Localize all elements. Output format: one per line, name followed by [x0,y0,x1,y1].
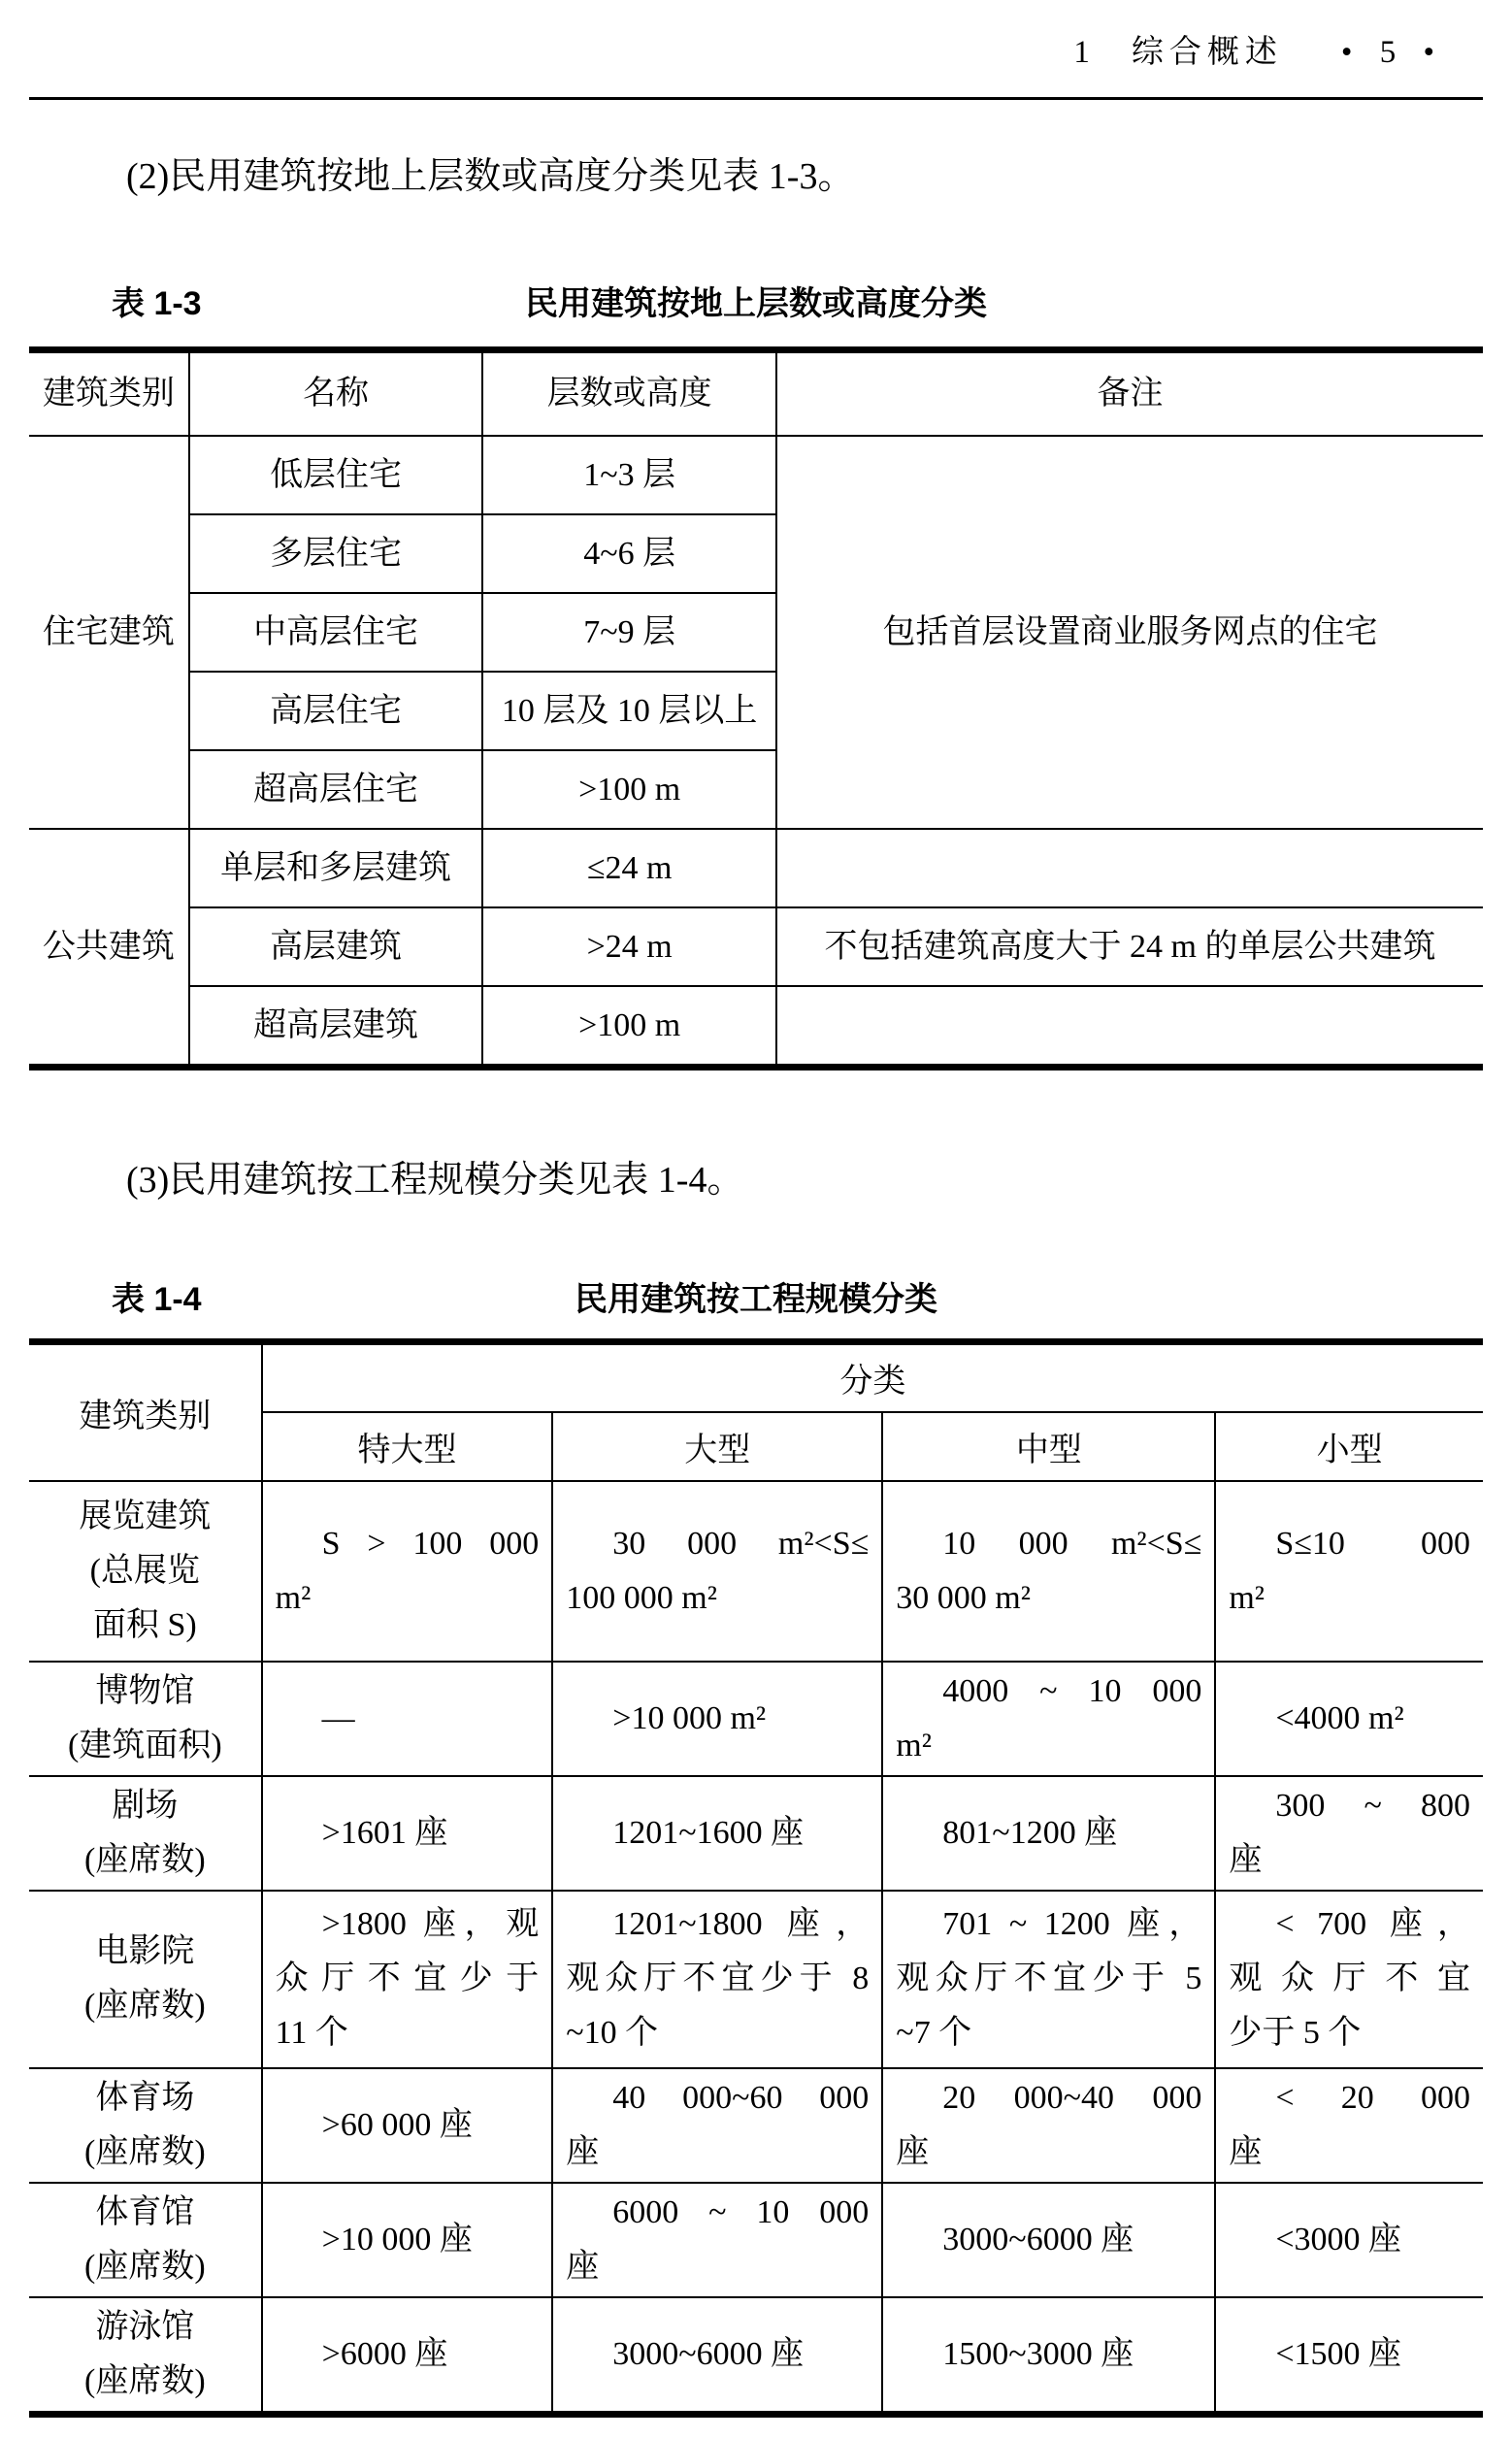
value-cell: >100 m [482,986,776,1068]
row-label-cell: 游泳馆 (座席数) [29,2297,262,2415]
row-label-cell: 体育场 (座席数) [29,2068,262,2183]
table-row-stadium [29,2068,1483,2183]
table-1-3-title: 民用建筑按地上层数或高度分类 [525,285,987,322]
name-cell: 超高层住宅 [189,750,483,829]
header-cell-name: 名称 [189,350,483,437]
data-cell: <4000 m² [1215,1662,1483,1776]
name-cell: 中高层住宅 [189,593,483,672]
table-row-theatre [29,1776,1483,1891]
remark-cell [776,986,1483,1068]
table-1-3 [29,346,1483,1071]
table-row-natatorium [29,2297,1483,2415]
data-cell: 6000 ~ 10 000 座 [552,2183,882,2297]
table-1-4-header-row-1 [29,1342,1483,1412]
name-cell: 超高层建筑 [189,986,483,1068]
table-1-4-number: 表 1-4 [112,1281,202,1318]
remark-cell: 不包括建筑高度大于 24 m 的单层公共建筑 [776,907,1483,986]
table-row [29,986,1483,1068]
data-cell: <1500 座 [1215,2297,1483,2415]
table-row-gymnasium [29,2183,1483,2297]
page-number-marker: • 5 • [1340,35,1444,70]
header-cell-medium: 中型 [882,1412,1215,1481]
name-cell: 多层住宅 [189,514,483,593]
value-cell: >100 m [482,750,776,829]
data-cell: 20 000~40 000 座 [882,2068,1215,2183]
value-cell: 7~9 层 [482,593,776,672]
data-cell: < 20 000 座 [1215,2068,1483,2183]
value-cell: 10 层及 10 层以上 [482,672,776,750]
value-cell: 1~3 层 [482,436,776,514]
data-cell: >1601 座 [262,1776,553,1891]
data-cell: 10 000 m²<S≤ 30 000 m² [882,1481,1215,1662]
table-1-3-number: 表 1-3 [112,285,202,322]
header-rule [29,97,1483,100]
data-cell: < 700 座， 观众厅不宜 少于 5 个 [1215,1891,1483,2068]
data-cell: 40 000~60 000 座 [552,2068,882,2183]
data-cell: 300 ~ 800 座 [1215,1776,1483,1891]
table-row-museum [29,1662,1483,1776]
page-header [29,0,1483,72]
row-label-cell: 博物馆 (建筑面积) [29,1662,262,1776]
data-cell: 3000~6000 座 [882,2183,1215,2297]
row-label-cell: 展览建筑 (总展览 面积 S) [29,1481,262,1662]
table-row-exhibition [29,1481,1483,1662]
name-cell: 低层住宅 [189,436,483,514]
paragraph-3: (3)民用建筑按工程规模分类见表 1-4。 [126,1160,744,1201]
row-label-cell: 电影院 (座席数) [29,1891,262,2068]
name-cell: 单层和多层建筑 [189,829,483,907]
row-label-cell: 体育馆 (座席数) [29,2183,262,2297]
value-cell: ≤24 m [482,829,776,907]
table-row [29,436,1483,514]
data-cell: 4000 ~ 10 000 m² [882,1662,1215,1776]
chapter-number: 1 [1073,35,1091,70]
table-1-3-caption [29,282,1483,325]
row-label-cell: 剧场 (座席数) [29,1776,262,1891]
data-cell: 30 000 m²<S≤ 100 000 m² [552,1481,882,1662]
table-1-4-caption [29,1278,1483,1321]
data-cell: >1800 座，观 众厅不宜少于 11 个 [262,1891,553,2068]
data-cell: 3000~6000 座 [552,2297,882,2415]
data-cell: >60 000 座 [262,2068,553,2183]
data-cell: >10 000 座 [262,2183,553,2297]
table-1-4 [29,1338,1483,2418]
header-cell-category: 建筑类别 [29,350,189,437]
chapter-title: 综合概述 [1131,35,1283,70]
data-cell: 1201~1600 座 [552,1776,882,1891]
value-cell: >24 m [482,907,776,986]
header-cell-extra-large: 特大型 [262,1412,553,1481]
data-cell: >6000 座 [262,2297,553,2415]
data-cell: 1500~3000 座 [882,2297,1215,2415]
header-cell-remark: 备注 [776,350,1483,437]
category-cell-public: 公共建筑 [29,829,189,1068]
data-cell: S > 100 000 m² [262,1481,553,1662]
remark-cell-residential: 包括首层设置商业服务网点的住宅 [776,436,1483,829]
data-cell: — [262,1662,553,1776]
table-row [29,829,1483,907]
header-cell-large: 大型 [552,1412,882,1481]
paragraph-2: (2)民用建筑按地上层数或高度分类见表 1-3。 [126,156,855,197]
category-cell-residential: 住宅建筑 [29,436,189,829]
header-cell-classification: 分类 [262,1342,1483,1412]
table-row [29,907,1483,986]
table-1-3-header-row [29,350,1483,437]
name-cell: 高层建筑 [189,907,483,986]
table-1-4-title: 民用建筑按工程规模分类 [575,1281,937,1318]
data-cell: 1201~1800 座， 观众厅不宜少于 8 ~10 个 [552,1891,882,2068]
header-cell-storeys-height: 层数或高度 [482,350,776,437]
name-cell: 高层住宅 [189,672,483,750]
data-cell: S≤10 000 m² [1215,1481,1483,1662]
data-cell: <3000 座 [1215,2183,1483,2297]
header-cell-category: 建筑类别 [29,1342,262,1481]
value-cell: 4~6 层 [482,514,776,593]
data-cell: 801~1200 座 [882,1776,1215,1891]
data-cell: >10 000 m² [552,1662,882,1776]
header-cell-small: 小型 [1215,1412,1483,1481]
remark-cell [776,829,1483,907]
table-row-cinema [29,1891,1483,2068]
data-cell: 701 ~ 1200 座， 观众厅不宜少于 5 ~7 个 [882,1891,1215,2068]
